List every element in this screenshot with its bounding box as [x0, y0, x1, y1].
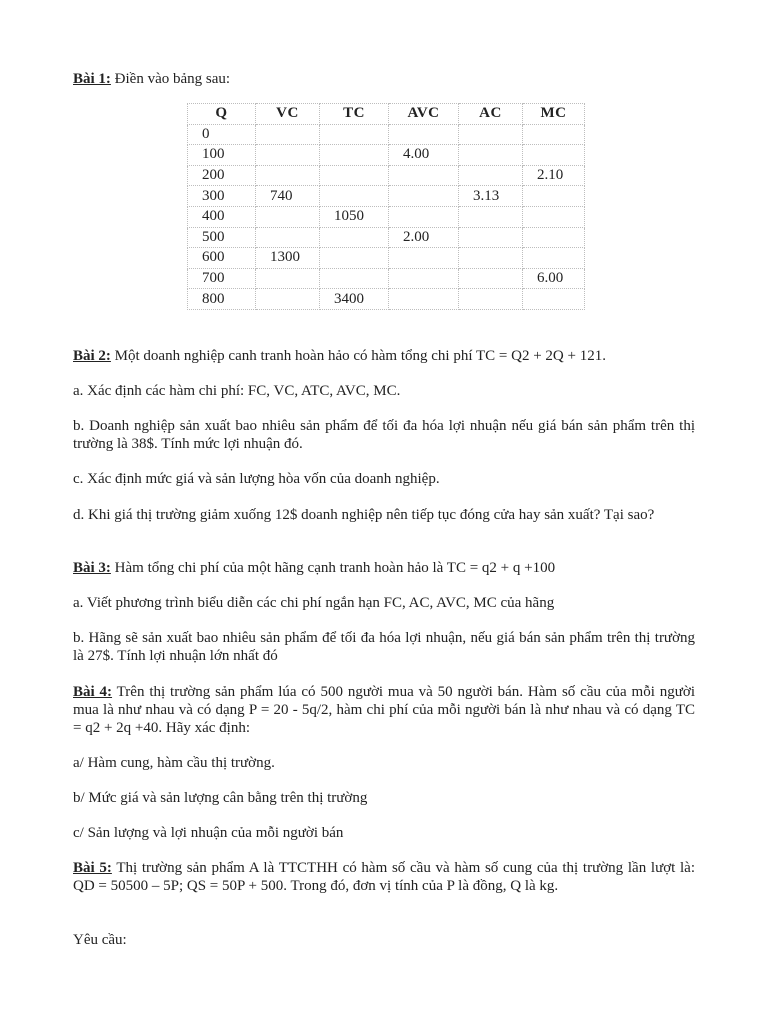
- table-cell: [320, 165, 389, 186]
- header-cell-ac: AC: [459, 104, 523, 125]
- table-cell: [256, 145, 320, 166]
- table-row: [188, 206, 585, 227]
- table-cell: 1050: [320, 206, 389, 227]
- table-cell: 0: [188, 124, 256, 145]
- table-cell: [389, 186, 459, 207]
- table-cell: [320, 248, 389, 269]
- table-cell: 6.00: [523, 268, 585, 289]
- header-cell-vc: VC: [256, 104, 320, 125]
- table-row: [188, 186, 585, 207]
- table-cell: [256, 268, 320, 289]
- bai2-part-c: c. Xác định mức giá và sản lượng hòa vốn của doanh nghiệp.: [73, 471, 440, 487]
- bai4-part-b: b/ Mức giá và sản lượng cân bằng trên thị trường: [73, 790, 368, 806]
- table-cell: [320, 268, 389, 289]
- table-cell: [256, 124, 320, 145]
- table-row: [188, 289, 585, 310]
- table-cell: [459, 248, 523, 269]
- table-cell: [389, 248, 459, 269]
- table-cell: [523, 124, 585, 145]
- bai4-heading: [73, 683, 695, 737]
- table-cell: [256, 227, 320, 248]
- table-cell: [389, 289, 459, 310]
- bai4-label: Bài 4:: [73, 684, 113, 700]
- table-cell: [389, 124, 459, 145]
- bai1-heading: [73, 70, 695, 88]
- table-cell: [459, 145, 523, 166]
- bai3-heading: [73, 559, 695, 577]
- table-cell: [389, 206, 459, 227]
- table-cell: [459, 268, 523, 289]
- bai5-label: Bài 5:: [73, 860, 112, 876]
- bai3-part-b: b. Hãng sẽ sản xuất bao nhiêu sản phẩm để tối đa hóa lợi nhuận, nếu giá bán sản phẩm trên thị trường là 27$. Tính lợi nhuận lớn nhất đó: [73, 630, 695, 664]
- bai2-part-b: b. Doanh nghiệp sản xuất bao nhiêu sản phẩm để tối đa hóa lợi nhuận nếu giá bán sản phẩm trên thị trường là 38$. Tính mức lợi nhuận đó.: [73, 418, 695, 452]
- table-cell: [459, 206, 523, 227]
- table-cell: [523, 227, 585, 248]
- table-cell: 700: [188, 268, 256, 289]
- table-cell: [320, 145, 389, 166]
- table-cell: [523, 289, 585, 310]
- table-row: [188, 227, 585, 248]
- table-cell: [256, 165, 320, 186]
- bai3-label: Bài 3:: [73, 560, 111, 576]
- table-cell: [320, 124, 389, 145]
- table-cell: [523, 248, 585, 269]
- table-cell: 3.13: [459, 186, 523, 207]
- bai3-text: Hàm tổng chi phí của một hãng cạnh tranh hoàn hảo là TC = q2 + q +100: [110, 560, 556, 576]
- table-cell: 400: [188, 206, 256, 227]
- table-cell: [523, 186, 585, 207]
- header-cell-tc: TC: [320, 104, 389, 125]
- header-cell-avc: AVC: [389, 104, 459, 125]
- bai4-part-a: a/ Hàm cung, hàm cầu thị trường.: [73, 755, 275, 771]
- table-row: [188, 165, 585, 186]
- table-cell: [459, 289, 523, 310]
- table-cell: 3400: [320, 289, 389, 310]
- bai2-part-d: d. Khi giá thị trường giảm xuống 12$ doanh nghiệp nên tiếp tục đóng cửa hay sản xuất? Tại sao?: [73, 507, 655, 523]
- table-cell: 1300: [256, 248, 320, 269]
- header-cell-mc: MC: [523, 104, 585, 125]
- table-cell: [459, 124, 523, 145]
- table-cell: [256, 206, 320, 227]
- table-row: [188, 268, 585, 289]
- bai2-part-a: a. Xác định các hàm chi phí: FC, VC, ATC, AVC, MC.: [73, 383, 401, 399]
- table-cell: 500: [188, 227, 256, 248]
- table-cell: [523, 206, 585, 227]
- table-cell: 740: [256, 186, 320, 207]
- bai2-label: Bài 2:: [73, 348, 111, 364]
- table-cell: [459, 165, 523, 186]
- table-cell: [523, 145, 585, 166]
- table-header-row: [188, 104, 585, 125]
- table-cell: [389, 165, 459, 186]
- bai5-text: Thị trường sản phẩm A là TTCTHH có hàm số cầu và hàm số cung của thị trường lần lượt là: QD = 50500 – 5P; QS = 50P + 500. Trong đó, đơn vị tính của P là đồng, Q là kg.: [73, 860, 696, 894]
- table-cell: 600: [188, 248, 256, 269]
- table-cell: 800: [188, 289, 256, 310]
- table-cell: 2.10: [523, 165, 585, 186]
- bai3-part-a: a. Viết phương trình biểu diễn các chi phí ngắn hạn FC, AC, AVC, MC của hãng: [73, 595, 555, 611]
- table-cell: 2.00: [389, 227, 459, 248]
- table-row: [188, 124, 585, 145]
- bai4-part-c: c/ Sản lượng và lợi nhuận của mỗi người bán: [73, 825, 344, 841]
- bai5-heading: [73, 859, 695, 895]
- table-cell: [459, 227, 523, 248]
- table-cell: 4.00: [389, 145, 459, 166]
- table-row: [188, 248, 585, 269]
- bai4-text: Trên thị trường sản phẩm lúa có 500 người mua và 50 người bán. Hàm số cầu của mỗi người mua là như nhau và có dạng P = 20 - 5q/2, hàm chi phí của mỗi người bán là như nhau và có dạng TC = q2 + 2q +40. Hãy xác định:: [73, 684, 695, 736]
- bai1-label: Bài 1:: [73, 71, 111, 87]
- bai1-text: Điền vào bảng sau:: [110, 71, 231, 87]
- bai2-text: Một doanh nghiệp canh tranh hoàn hảo có hàm tổng chi phí TC = Q2 + 2Q + 121.: [110, 348, 606, 364]
- table-cell: [320, 186, 389, 207]
- table-cell: 200: [188, 165, 256, 186]
- bai2-heading: [73, 347, 695, 365]
- table-cell: 100: [188, 145, 256, 166]
- cost-table: [187, 103, 585, 310]
- table-cell: 300: [188, 186, 256, 207]
- header-cell-q: Q: [188, 104, 256, 125]
- table-cell: [320, 227, 389, 248]
- table-cell: [389, 268, 459, 289]
- table-row: [188, 145, 585, 166]
- table-cell: [256, 289, 320, 310]
- bai5-yeucau: Yêu cầu:: [73, 932, 127, 948]
